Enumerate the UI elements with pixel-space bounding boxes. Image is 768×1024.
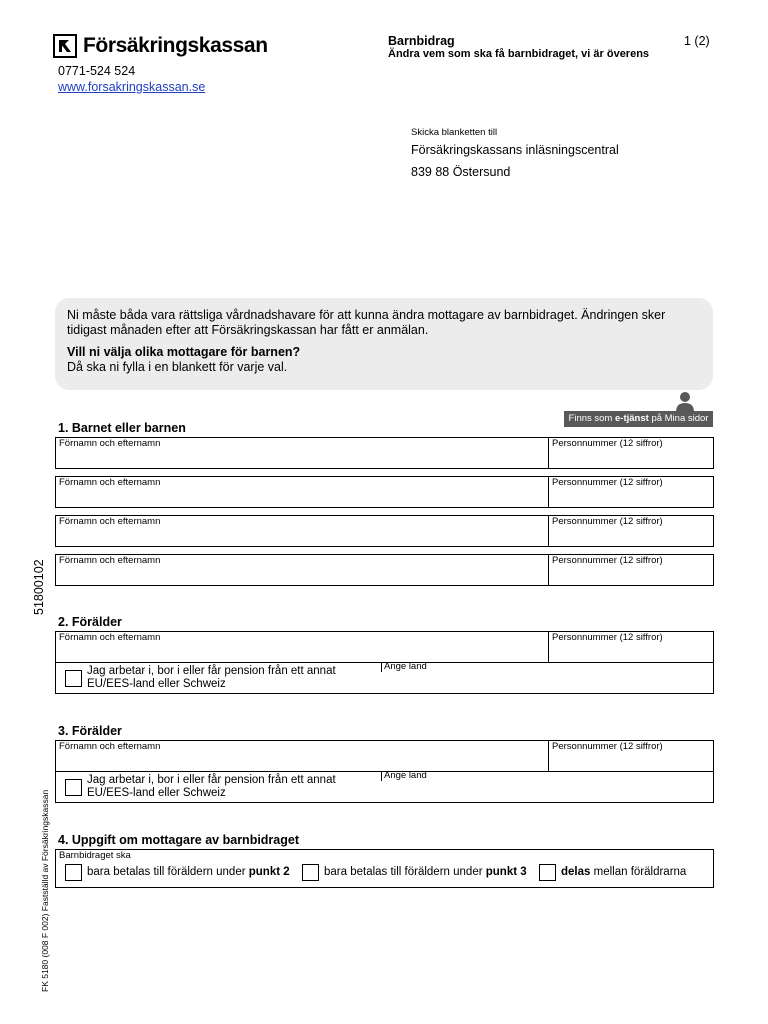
eservice-strong: e-tjänst: [615, 413, 649, 424]
parent-3-name-label: Förnamn och efternamn: [59, 741, 161, 752]
person-icon: [676, 392, 694, 412]
country-tick: [381, 772, 382, 781]
divider: [548, 632, 549, 662]
parent-3-pnr-label: Personnummer (12 siffror): [552, 741, 663, 752]
section-3-title: 3. Förälder: [58, 724, 122, 738]
child-pnr-label: Personnummer (12 siffror): [552, 477, 663, 488]
logo: [53, 34, 268, 58]
eservice-badge[interactable]: [564, 411, 713, 427]
child-pnr-label: Personnummer (12 siffror): [552, 516, 663, 527]
document-subtitle: Ändra vem som ska få barnbidraget, vi är överens: [388, 48, 650, 60]
eservice-prefix: Finns som: [568, 413, 613, 424]
parent-2-pnr-label: Personnummer (12 siffror): [552, 632, 663, 643]
child-row-2[interactable]: [55, 476, 714, 508]
parent-3-eu-text-1: Jag arbetar i, bor i eller får pension från ett annat: [87, 774, 336, 786]
page-number: 1 (2): [684, 34, 710, 48]
child-pnr-label: Personnummer (12 siffror): [552, 555, 663, 566]
section-2-title: 2. Förälder: [58, 615, 122, 629]
eservice-suffix: på Mina sidor: [651, 413, 709, 424]
receiver-opt2-label: [324, 866, 527, 879]
receiver-opt3-label: [561, 866, 686, 879]
receiver-opt1-label: [87, 866, 290, 879]
parent-2-row[interactable]: [55, 631, 714, 663]
child-pnr-label: Personnummer (12 siffror): [552, 438, 663, 449]
parent-2-name-label: Förnamn och efternamn: [59, 632, 161, 643]
send-to-label: Skicka blanketten till: [411, 127, 498, 138]
logo-text: Försäkringskassan: [83, 34, 268, 57]
info-box: [55, 298, 713, 390]
parent-2-eu-text-2: EU/EES-land eller Schweiz: [87, 678, 226, 690]
child-name-label: Förnamn och efternamn: [59, 438, 161, 449]
divider: [548, 741, 549, 771]
divider: [548, 438, 549, 468]
receiver-opt3-checkbox[interactable]: [539, 864, 556, 881]
parent-2-eu-row: [55, 663, 714, 694]
form-number-vertical: 51800102: [32, 559, 46, 615]
info-text: Ni måste båda vara rättsliga vårdnadshavare för att kunna ändra mottagare av barnbidraget. Ändringen sker tidigast månaden efter att Försäkringskassan har fått er anmälan.: [67, 308, 666, 337]
receiver-opt2-checkbox[interactable]: [302, 864, 319, 881]
divider: [548, 555, 549, 585]
child-row-3[interactable]: [55, 515, 714, 547]
child-name-label: Förnamn och efternamn: [59, 516, 161, 527]
address-line-1: Försäkringskassans inläsningscentral: [411, 143, 619, 157]
receiver-opt3-text: mellan föräldrarna: [593, 866, 687, 878]
info-answer: Då ska ni fylla i en blankett för varje val.: [67, 360, 288, 374]
phone-number: 0771-524 524: [58, 64, 136, 78]
child-row-1[interactable]: [55, 437, 714, 469]
country-tick: [381, 663, 382, 672]
parent-3-eu-checkbox[interactable]: [65, 779, 82, 796]
child-name-label: Förnamn och efternamn: [59, 555, 161, 566]
divider: [548, 477, 549, 507]
forsakringskassan-logo-icon: [53, 34, 77, 58]
divider: [548, 516, 549, 546]
parent-3-row[interactable]: [55, 740, 714, 772]
parent-2-eu-text-1: Jag arbetar i, bor i eller får pension från ett annat: [87, 665, 336, 677]
receiver-opt3-strong: delas: [561, 866, 591, 878]
parent-2-eu-checkbox[interactable]: [65, 670, 82, 687]
parent-3-country-label[interactable]: Ange land: [384, 770, 427, 781]
document-title: Barnbidrag: [388, 34, 455, 48]
receiver-opt1-checkbox[interactable]: [65, 864, 82, 881]
website-link[interactable]: www.forsakringskassan.se: [58, 80, 206, 94]
info-question: Vill ni välja olika mottagare för barnen?: [67, 345, 301, 359]
parent-3-eu-text-2: EU/EES-land eller Schweiz: [87, 787, 226, 799]
parent-3-eu-row: [55, 772, 714, 803]
receiver-opt1-text: bara betalas till föräldern under: [87, 866, 246, 878]
section-1-title: 1. Barnet eller barnen: [58, 421, 186, 435]
address-line-2: 839 88 Östersund: [411, 165, 511, 179]
child-row-4[interactable]: [55, 554, 714, 586]
form-code-vertical: FK 5180 (008 F 002) Fastställd av Försäkringskassan: [40, 789, 50, 992]
child-name-label: Förnamn och efternamn: [59, 477, 161, 488]
section-4-title: 4. Uppgift om mottagare av barnbidraget: [58, 833, 300, 847]
receiver-opt2-strong: punkt 3: [485, 866, 527, 878]
receiver-box: [55, 849, 714, 888]
receiver-opt1-strong: punkt 2: [248, 866, 290, 878]
receiver-label: Barnbidraget ska: [59, 850, 131, 861]
receiver-opt2-text: bara betalas till föräldern under: [324, 866, 483, 878]
parent-2-country-label[interactable]: Ange land: [384, 661, 427, 672]
